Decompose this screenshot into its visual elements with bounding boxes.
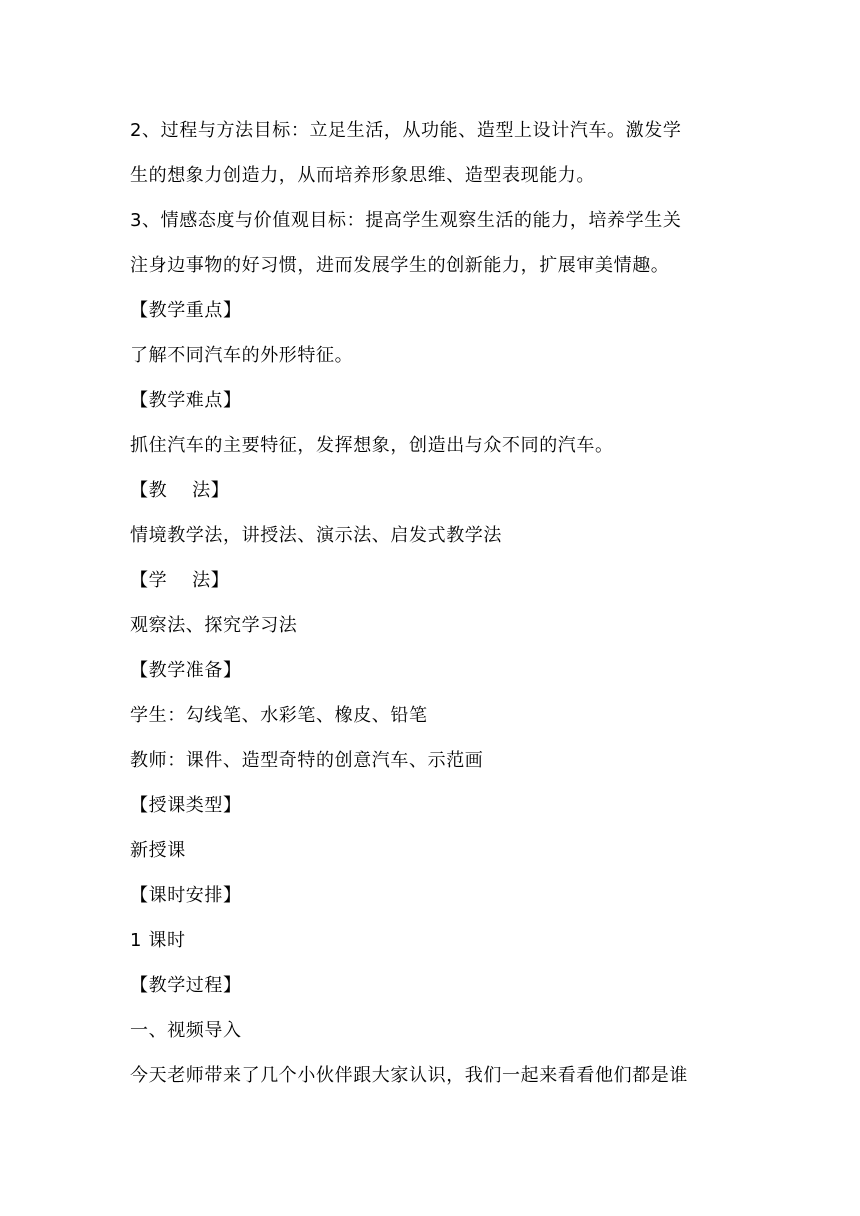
difficulties-text: 抓住汽车的主要特征，发挥想象，创造出与众不同的汽车。: [130, 435, 614, 456]
objective-emotion-values-line-1: 3、情感态度与价值观目标：提高学生观察生活的能力，培养学生关: [130, 210, 682, 231]
objective-process-method-line-2: 生的想象力创造力，从而培养形象思维、造型表现能力。: [130, 165, 595, 186]
process-step-video-intro: 一、视频导入: [130, 1020, 242, 1041]
schedule-text: 1 课时: [130, 930, 186, 951]
objective-process-method-line-1: 2、过程与方法目标：立足生活，从功能、造型上设计汽车。激发学: [130, 120, 682, 141]
learning-methods-text: 观察法、探究学习法: [130, 615, 298, 636]
key-points-text: 了解不同汽车的外形特征。: [130, 345, 354, 366]
section-heading-teaching-process: 【教学过程】: [130, 975, 242, 996]
section-heading-lesson-type: 【授课类型】: [130, 795, 242, 816]
lesson-type-text: 新授课: [130, 840, 186, 861]
teaching-methods-text: 情境教学法，讲授法、演示法、启发式教学法: [130, 525, 502, 546]
section-heading-learning-methods: 【学 法】: [130, 570, 230, 591]
section-heading-schedule: 【课时安排】: [130, 885, 242, 906]
section-heading-preparation: 【教学准备】: [130, 660, 242, 681]
section-heading-key-points: 【教学重点】: [130, 300, 242, 321]
section-heading-difficulties: 【教学难点】: [130, 390, 242, 411]
preparation-students-text: 学生：勾线笔、水彩笔、橡皮、铅笔: [130, 705, 428, 726]
objective-emotion-values-line-2: 注身边事物的好习惯，进而发展学生的创新能力，扩展审美情趣。: [130, 255, 670, 276]
process-intro-text: 今天老师带来了几个小伙伴跟大家认识，我们一起来看看他们都是谁: [130, 1065, 688, 1086]
section-heading-teaching-methods: 【教 法】: [130, 480, 230, 501]
document-body: [130, 108, 740, 1098]
preparation-teacher-text: 教师：课件、造型奇特的创意汽车、示范画: [130, 750, 484, 771]
